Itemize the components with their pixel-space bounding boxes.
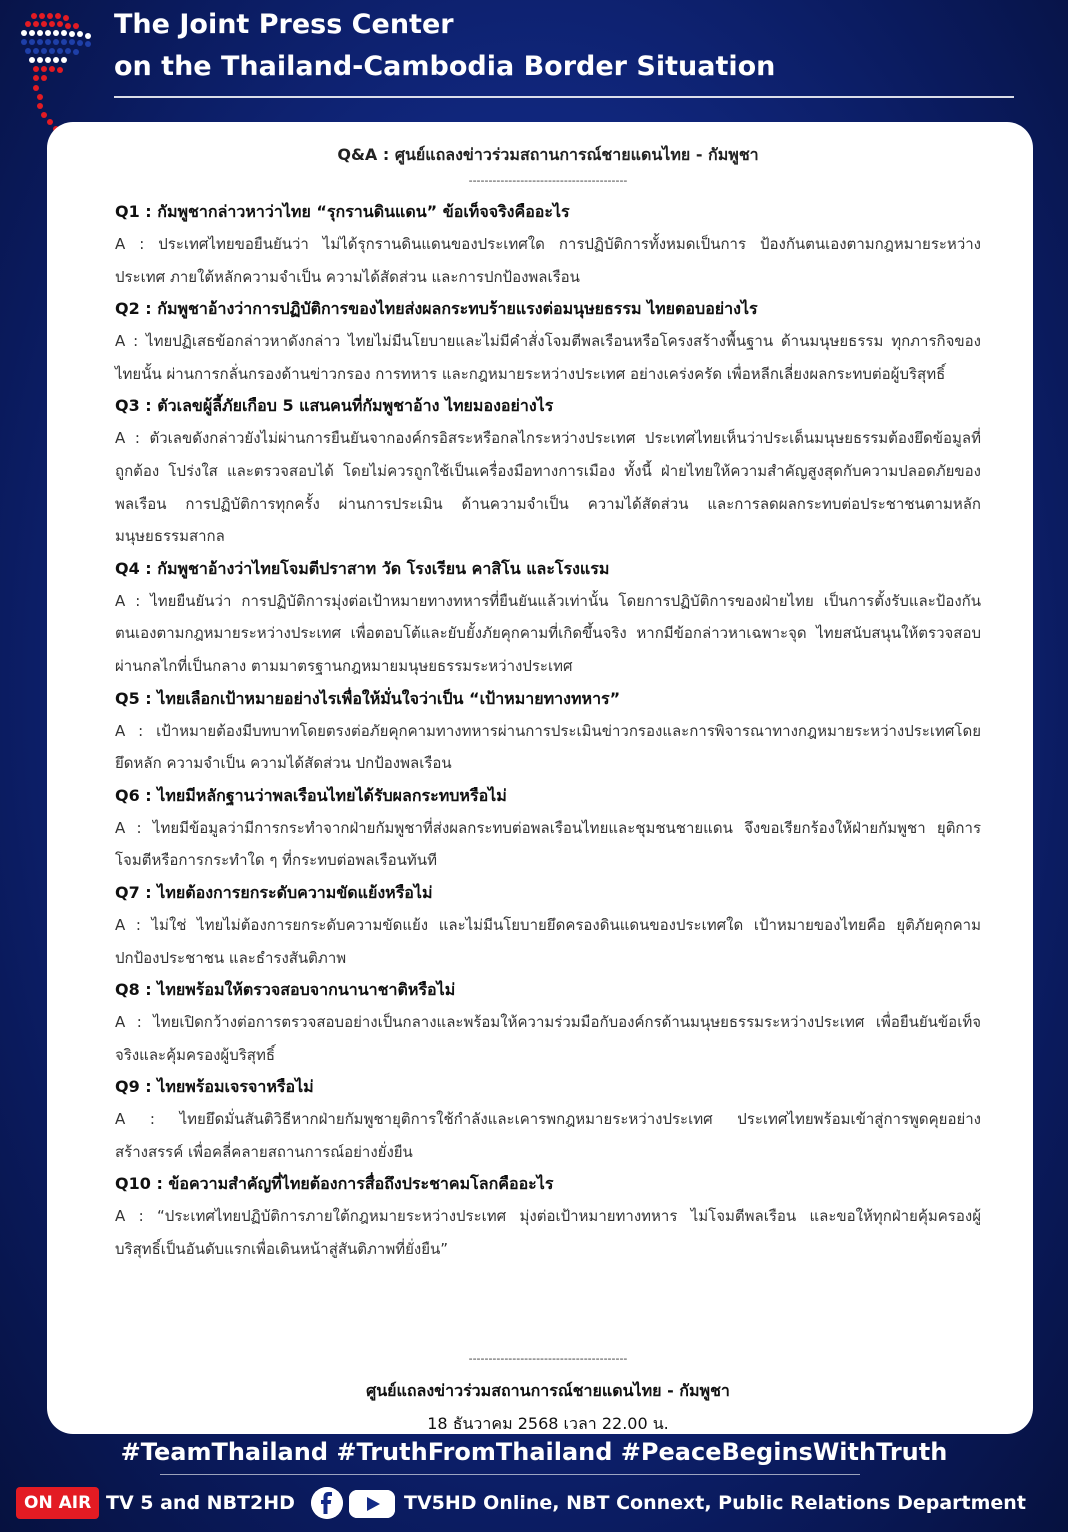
answer-2: A : ไทยปฏิเสธข้อกล่าวหาดังกล่าว ไทยไม่มีนโยบายและไม่มีคำสั่งโจมตีพลเรือนหรือโครงสร้างพื้นฐาน ด้านมนุษยธรรม ทุกภารกิจของไทยนั้น ผ่านการกลั่นกรองด้านข่าวกรอง การทหาร และกฎหมายระหว่างประเทศ อย่างเคร่งครัด เพื่อหลีกเลี่ยงผลกระทบต่อผู้บริสุทธิ์: [115, 332, 981, 383]
answer-6: A : ไทยมีข้อมูลว่ามีการกระทำจากฝ่ายกัมพูชาที่ส่งผลกระทบต่อพลเรือนไทยและชุมชนชายแดน จึงขอเรียกร้องให้ฝ่ายกัมพูชา ยุติการโจมตีหรือการกระทำใด ๆ ที่กระทบต่อพลเรือนทันที: [115, 818, 981, 870]
broadcast-bar: [0, 1483, 1068, 1523]
footer-divider: ----------------------------------------: [468, 1352, 628, 1365]
answer-9: A : ไทยยึดมั่นสันติวิธีหากฝ่ายกัมพูชายุติการใช้กำลังและเคารพกฎหมายระหว่างประเทศ ประเทศไทยพร้อมเข้าสู่การพูดคุยอย่างสร้างสรรค์ เพื่อคลี่คลายสถานการณ์อย่างยั่งยืน: [115, 1110, 981, 1161]
facebook-icon: [311, 1487, 343, 1519]
hashtag-divider: [160, 1474, 860, 1475]
answer-3: A : ตัวเลขดังกล่าวยังไม่ผ่านการยืนยันจากองค์กรอิสระหรือกลไกระหว่างประเทศ ประเทศไทยเห็นว่าประเด็นมนุษยธรรมต้องยึดข้อมูลที่ถูกต้อง โปร่งใส และตรวจสอบได้ โดยไม่ควรถูกใช้เป็นเครื่องมือทางการเมือง ทั้งนี้ ฝ่ายไทยให้ความสำคัญสูงสุดกับความปลอดภัยของพลเรือน การปฏิบัติการทุกครั้ง ผ่านการประเมิน ด้านความจำเป็น ความได้สัดส่วน และการลดผลกระทบต่อประชาชนตามหลักมนุษยธรรมสากล: [115, 429, 981, 546]
question-5: Q5 : ไทยเลือกเป้าหมายอย่างไรเพื่อให้มั่นใจว่าเป็น “เป้าหมายทางทหาร”: [115, 688, 621, 708]
document-title: Q&A : ศูนย์แถลงข่าวร่วมสถานการณ์ชายแดนไทย - กัมพูชา: [337, 145, 759, 164]
qa-document-card: [47, 122, 1033, 1434]
answer-10: A : “ประเทศไทยปฏิบัติการภายใต้กฎหมายระหว่างประเทศ มุ่งต่อเป้าหมายทางทหาร ไม่โจมตีพลเรือน และขอให้ทุกฝ่ายคุ้มครองผู้บริสุทธิ์เป็นอันดับแรกเพื่อเดินหน้าสู่สันติภาพที่ยั่งยืน”: [115, 1207, 981, 1259]
youtube-icon: [349, 1490, 395, 1518]
header-title-line2: on the Thailand-Cambodia Border Situation: [114, 51, 776, 82]
hashtags: #TeamThailand #TruthFromThailand #PeaceBeginsWithTruth: [120, 1438, 948, 1466]
question-7: Q7 : ไทยต้องการยกระดับความขัดแย้งหรือไม่: [115, 882, 433, 902]
on-air-badge: ON AIR: [16, 1487, 99, 1519]
title-divider: ----------------------------------------: [468, 174, 628, 187]
answer-5: A : เป้าหมายต้องมีบทบาทโดยตรงต่อภัยคุกคามทางทหารผ่านการประเมินข่าวกรองและการพิจารณาทางกฎหมายระหว่างประเทศโดยยึดหลัก ความจำเป็น ความได้สัดส่วน ปกป้องพลเรือน: [115, 721, 981, 773]
channels-label: TV 5 and NBT2HD: [106, 1492, 295, 1514]
question-2: Q2 : กัมพูชาอ้างว่าการปฏิบัติการของไทยส่งผลกระทบร้ายแรงต่อมนุษยธรรม ไทยตอบอย่างไร: [115, 299, 758, 319]
footer-date: 18 ธันวาคม 2568 เวลา 22.00 น.: [427, 1414, 669, 1433]
question-9: Q9 : ไทยพร้อมเจรจาหรือไม่: [115, 1077, 314, 1097]
answer-4: A : ไทยยืนยันว่า การปฏิบัติการมุ่งต่อเป้าหมายทางทหารที่ยืนยันแล้วเท่านั้น โดยการปฏิบัติการของฝ่ายไทย เป็นการตั้งรับและป้องกันตนเองตามกฎหมายระหว่างประเทศ เพื่อตอบโต้และยับยั้งภัยคุกคามที่เกิดขึ้นจริง หากมีข้อกล่าวหาเฉพาะจุด ไทยสนับสนุนให้ตรวจสอบผ่านกลไกที่เป็นกลาง ตามมาตรฐานกฎหมายมนุษยธรรมระหว่างประเทศ: [115, 591, 981, 675]
thailand-map-logo-icon: [14, 8, 100, 138]
header-title-line1: The Joint Press Center: [114, 9, 454, 40]
question-4: Q4 : กัมพูชาอ้างว่าไทยโจมตีปราสาท วัด โรงเรียน คาสิโน และโรงแรม: [115, 558, 610, 578]
question-6: Q6 : ไทยมีหลักฐานว่าพลเรือนไทยได้รับผลกระทบหรือไม่: [115, 785, 507, 805]
question-1: Q1 : กัมพูชากล่าวหาว่าไทย “รุกรานดินแดน” ข้อเท็จจริงคืออะไร: [115, 202, 570, 221]
question-3: Q3 : ตัวเลขผู้ลี้ภัยเกือบ 5 แสนคนที่กัมพูชาอ้าง ไทยมองอย่างไร: [115, 396, 554, 416]
question-10: Q10 : ข้อความสำคัญที่ไทยต้องการสื่อถึงประชาคมโลกคืออะไร: [115, 1174, 554, 1194]
question-8: Q8 : ไทยพร้อมให้ตรวจสอบจากนานาชาติหรือไม่: [115, 980, 456, 1000]
online-channels-label: TV5HD Online, NBT Connext, Public Relations Department: [404, 1492, 1026, 1514]
answer-8: A : ไทยเปิดกว้างต่อการตรวจสอบอย่างเป็นกลางและพร้อมให้ความร่วมมือกับองค์กรด้านมนุษยธรรมระหว่างประเทศ เพื่อยืนยันข้อเท็จจริงและคุ้มครองผู้บริสุทธิ์: [115, 1013, 981, 1064]
answer-7: A : ไม่ใช่ ไทยไม่ต้องการยกระดับความขัดแย้ง และไม่มีนโยบายยึดครองดินแดนของประเทศใด เป้าหมายของไทยคือ ยุติภัยคุกคาม ปกป้องประชาชน และธำรงสันติภาพ: [115, 915, 981, 967]
header: [114, 4, 775, 88]
footer-organization: ศูนย์แถลงข่าวร่วมสถานการณ์ชายแดนไทย - กัมพูชา: [366, 1381, 730, 1400]
answer-1: A : ประเทศไทยขอยืนยันว่า ไม่ได้รุกรานดินแดนของประเทศใด การปฏิบัติการทั้งหมดเป็นการ ป้องกันตนเองตามกฎหมายระหว่างประเทศ ภายใต้หลักความจำเป็น ความได้สัดส่วน และการปกป้องพลเรือน: [115, 235, 981, 286]
header-divider: [114, 96, 1014, 98]
qa-document-body: [115, 138, 981, 1433]
document-footer: [115, 1350, 981, 1440]
